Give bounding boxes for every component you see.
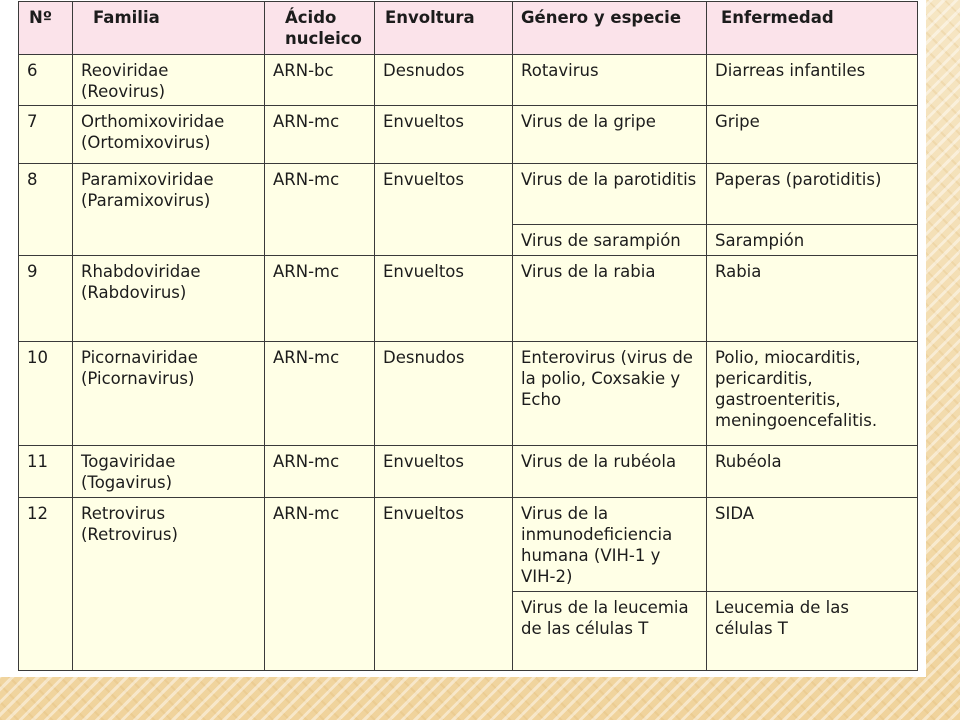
- cell-acido: ARN-mc: [265, 256, 375, 342]
- header-envoltura: Envoltura: [375, 2, 513, 55]
- cell-num: 9: [19, 256, 73, 342]
- cell-genero: Virus de la leucemia de las células T: [513, 592, 707, 671]
- table-row: [19, 164, 918, 225]
- familia-genus: (Reovirus): [81, 82, 166, 101]
- table-row: [19, 55, 918, 106]
- familia-name: Orthomixoviridae: [81, 112, 225, 131]
- cell-enfermedad: Gripe: [707, 106, 918, 164]
- table-row: [19, 446, 918, 498]
- cell-genero: Virus de la inmunodeficiencia humana (VIH-1 y VIH-2): [513, 498, 707, 592]
- cell-num: 12: [19, 498, 73, 671]
- cell-genero: Rotavirus: [513, 55, 707, 106]
- cell-acido: ARN-mc: [265, 106, 375, 164]
- familia-name: Paramixoviridae: [81, 170, 214, 189]
- cell-acido: ARN-bc: [265, 55, 375, 106]
- cell-genero: Virus de la parotiditis: [513, 164, 707, 225]
- cell-envoltura: Envueltos: [375, 446, 513, 498]
- cell-enfermedad: Leucemia de las células T: [707, 592, 918, 671]
- familia-name: Togaviridae: [81, 452, 176, 471]
- cell-familia: [73, 446, 265, 498]
- cell-num: 11: [19, 446, 73, 498]
- cell-acido: ARN-mc: [265, 342, 375, 446]
- header-genero: Género y especie: [513, 2, 707, 55]
- cell-enfermedad: Sarampión: [707, 225, 918, 256]
- cell-num: 8: [19, 164, 73, 256]
- familia-genus: (Ortomixovirus): [81, 133, 211, 152]
- familia-name: Rhabdoviridae: [81, 262, 201, 281]
- cell-envoltura: Desnudos: [375, 55, 513, 106]
- familia-genus: (Picornavirus): [81, 369, 195, 388]
- cell-familia: [73, 106, 265, 164]
- cell-enfermedad: Diarreas infantiles: [707, 55, 918, 106]
- table-row: [19, 498, 918, 592]
- table-row: [19, 342, 918, 446]
- cell-familia: [73, 342, 265, 446]
- header-num: Nº: [19, 2, 73, 55]
- familia-genus: (Rabdovirus): [81, 283, 187, 302]
- cell-genero: Virus de sarampión: [513, 225, 707, 256]
- header-enfermedad: Enfermedad: [707, 2, 918, 55]
- familia-name: Retrovirus: [81, 504, 166, 523]
- header-acido: Ácido nucleico: [265, 2, 375, 55]
- table-body: [19, 55, 918, 671]
- familia-genus: (Togavirus): [81, 473, 173, 492]
- cell-envoltura: Envueltos: [375, 164, 513, 256]
- cell-envoltura: Desnudos: [375, 342, 513, 446]
- cell-enfermedad: Polio, miocarditis, pericarditis, gastroenteritis, meningoencefalitis.: [707, 342, 918, 446]
- table-row: [19, 106, 918, 164]
- table-row: [19, 256, 918, 342]
- cell-envoltura: Envueltos: [375, 256, 513, 342]
- virus-classification-table: [18, 1, 918, 671]
- cell-enfermedad: Paperas (parotiditis): [707, 164, 918, 225]
- cell-familia: [73, 164, 265, 256]
- table-header-row: [19, 2, 918, 55]
- cell-acido: ARN-mc: [265, 446, 375, 498]
- cell-familia: [73, 256, 265, 342]
- cell-genero: Virus de la gripe: [513, 106, 707, 164]
- familia-genus: (Paramixovirus): [81, 191, 211, 210]
- familia-name: Reoviridae: [81, 61, 169, 80]
- cell-acido: ARN-mc: [265, 164, 375, 256]
- cell-num: 10: [19, 342, 73, 446]
- header-familia: Familia: [73, 2, 265, 55]
- cell-enfermedad: SIDA: [707, 498, 918, 592]
- cell-enfermedad: Rubéola: [707, 446, 918, 498]
- cell-num: 6: [19, 55, 73, 106]
- cell-acido: ARN-mc: [265, 498, 375, 671]
- cell-familia: [73, 55, 265, 106]
- cell-envoltura: Envueltos: [375, 106, 513, 164]
- cell-genero: Enterovirus (virus de la polio, Coxsakie y Echo: [513, 342, 707, 446]
- familia-name: Picornaviridae: [81, 348, 198, 367]
- cell-num: 7: [19, 106, 73, 164]
- cell-envoltura: Envueltos: [375, 498, 513, 671]
- cell-familia: [73, 498, 265, 671]
- familia-genus: (Retrovirus): [81, 525, 178, 544]
- cell-genero: Virus de la rabia: [513, 256, 707, 342]
- cell-enfermedad: Rabia: [707, 256, 918, 342]
- cell-genero: Virus de la rubéola: [513, 446, 707, 498]
